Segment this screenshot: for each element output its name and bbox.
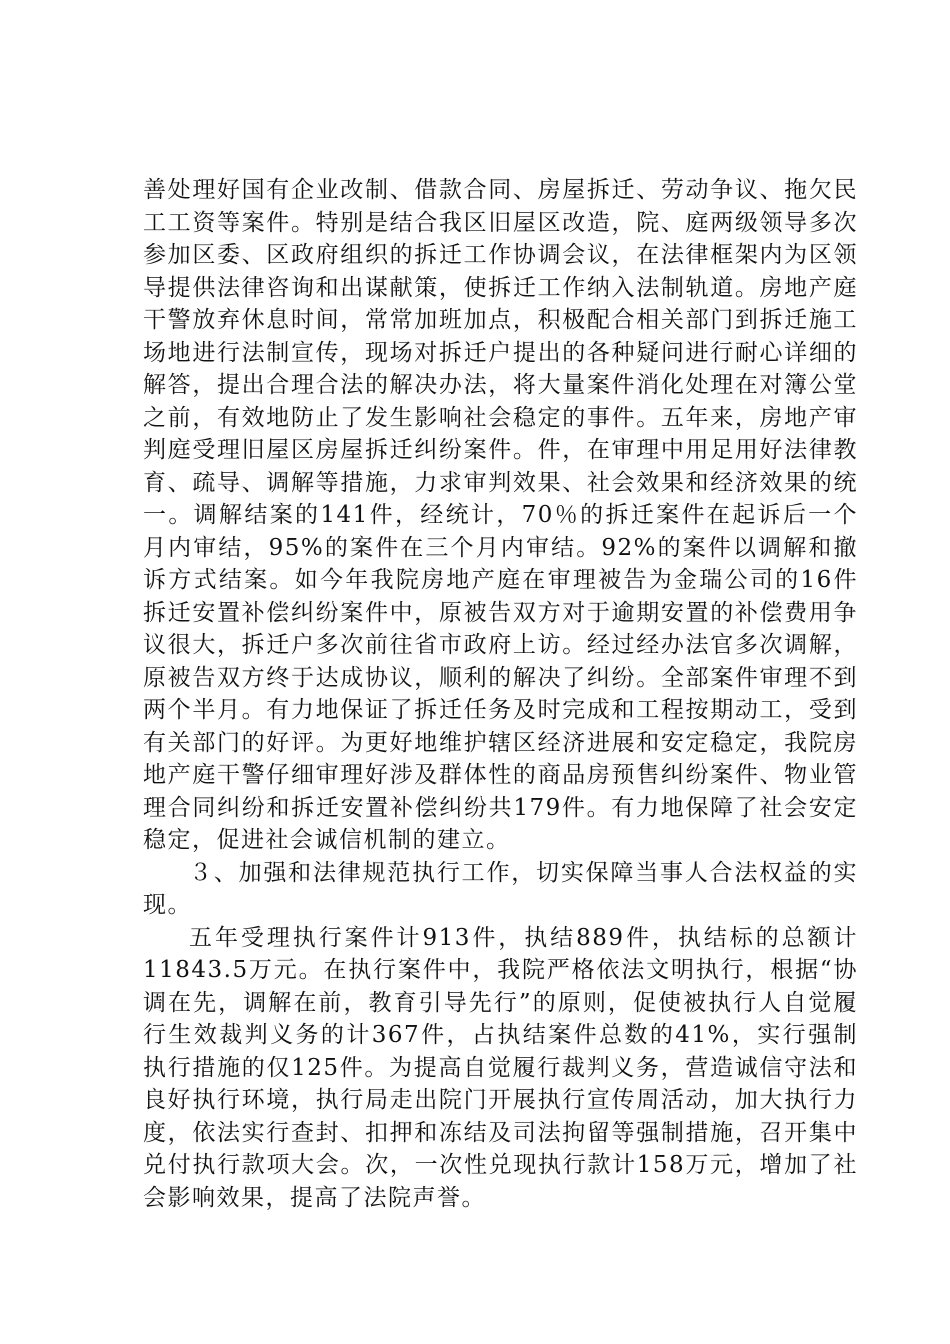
paragraph-cases-overview: 善处理好国有企业改制、借款合同、房屋拆迁、劳动争议、拖欠民工工资等案件。特别是结合我区旧屋区改造，院、庭两级领导多次参加区委、区政府组织的拆迁工作协调会议，在法律框架内为区领导提供法律咨询和出谋献策，使拆迁工作纳入法制轨道。房地产庭干警放弃休息时间，常常加班加点，积极配合相关部门到拆迁施工场地进行法制宣传，现场对拆迁户提出的各种疑问进行耐心详细的解答，提出合理合法的解决办法，将大量案件消化处理在对簿公堂之前，有效地防止了发生影响社会稳定的事件。五年来，房地产审判庭受理旧屋区房屋拆迁纠纷案件。件，在审理中用足用好法律教育、疏导、调解等措施，力求审判效果、社会效果和经济效果的统一。调解结案的141件，经统计，70％的拆迁案件在起诉后一个月内审结，95%的案件在三个月内审结。92%的案件以调解和撤诉方式结案。如今年我院房地产庭在审理被告为金瑞公司的16件拆迁安置补偿纠纷案件中，原被告双方对于逾期安置的补偿费用争议很大，拆迁户多次前往省市政府上访。经过经办法官多次调解，原被告双方终于达成协议，顺利的解决了纠纷。全部案件审理不到两个半月。有力地保证了拆迁任务及时完成和工程按期动工，受到有关部门的好评。为更好地维护辖区经济进展和安定稳定，我院房地产庭干警仔细审理好涉及群体性的商品房预售纠纷案件、物业管理合同纠纷和拆迁安置补偿纠纷共179件。有力地保障了社会安定稳定，促进社会诚信机制的建立。 (143, 177, 858, 853)
paragraph-enforcement-details: 五年受理执行案件计913件，执结889件，执结标的总额计11843.5万元。在执行案件中，我院严格依法文明执行，根据“协调在先，调解在前，教育引导先行”的原则，促使被执行人自觉履行生效裁判义务的计367件，占执结案件总数的41%，实行强制执行措施的仅125件。为提高自觉履行裁判义务，营造诚信守法和良好执行环境，执行局走出院门开展执行宣传周活动，加大执行力度，依法实行查封、扣押和冻结及司法拘留等强制措施，召开集中兑付执行款项大会。次，一次性兑现执行款计158万元，增加了社会影响效果，提高了法院声誉。 (143, 924, 858, 1211)
section-heading-enforcement: ３、加强和法律规范执行工作，切实保障当事人合法权益的实现。 (143, 859, 858, 918)
document-body (143, 174, 858, 1214)
